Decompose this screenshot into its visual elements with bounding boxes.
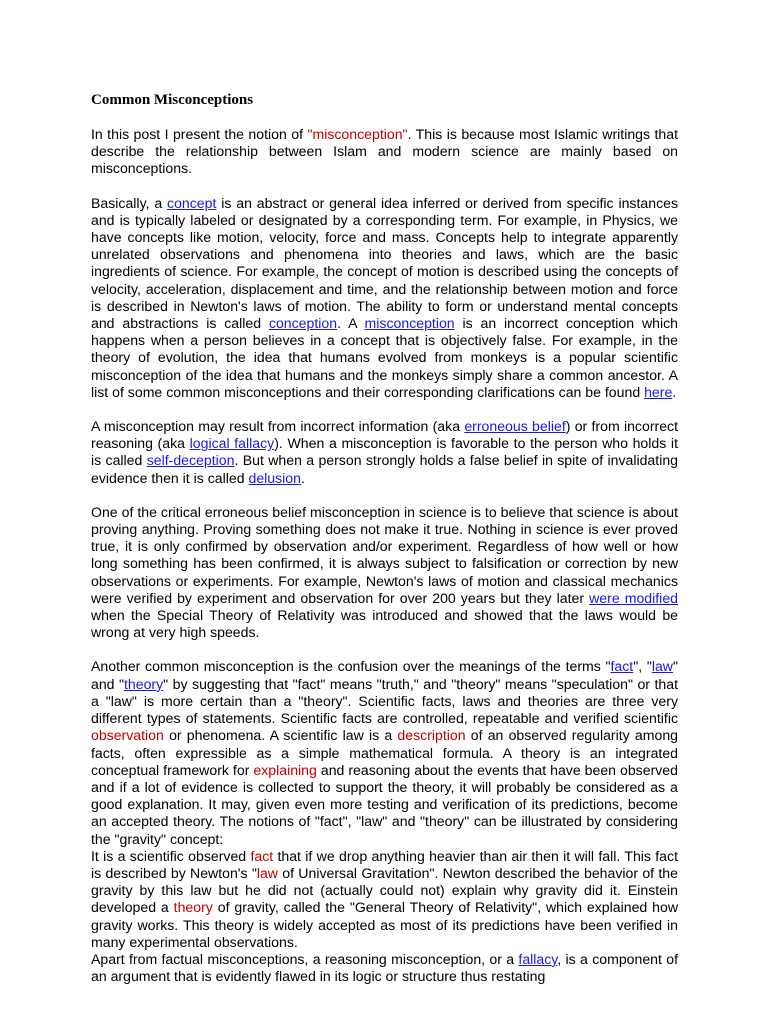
observation-term: observation <box>91 727 164 744</box>
fact-term: fact <box>250 847 274 864</box>
description-term: description <box>397 727 466 744</box>
document-page <box>91 91 678 985</box>
misconception-sources-paragraph: A misconception may result from incorrect information (aka erroneous belief) or from incorrect reasoning (aka logical fallacy). When a misconception is favorable to the person who holds it is called self-deception. But when a person strongly holds a false belief in spite of invalidating evidence then it is called delusion. <box>91 418 679 486</box>
fact-link[interactable]: fact <box>610 658 634 675</box>
theory-link[interactable]: theory <box>124 675 164 692</box>
theory-term: theory <box>173 899 213 916</box>
proving-paragraph: One of the critical erroneous belief misconception in science is to believe that science is about proving anything. Proving something does not make it true. Nothing in science is ever proved true, it is only confirmed by observation and/or experiment. Regardless of how well or how long something has been confirmed, it is always subject to falsification or correction by new observations or experiments. For example, Newton's laws of motion and classical mechanics were verified by experiment and observation for over 200 years but they later were modified when the Special Theory of Relativity was introduced and showed that the laws would be wrong at very high speeds. <box>91 503 678 641</box>
were-modified-link[interactable]: were modified <box>589 589 678 606</box>
page-title: Common Misconceptions <box>91 92 254 108</box>
here-link[interactable]: here <box>644 383 673 400</box>
self-deception-link[interactable]: self-deception <box>146 452 235 469</box>
conception-link[interactable]: conception <box>268 315 338 332</box>
concept-paragraph: Basically, a concept is an abstract or general idea inferred or derived from specific instances and is typically labeled or designated by a corresponding term. For example, in Physics, we have concepts like motion, velocity, force and mass. Concepts help to integrate apparently unrelated observations and phenomena into theories and laws, which are the basic ingredients of science. For example, the concept of motion is described using the concepts of velocity, acceleration, displacement and time, and the relationship between motion and force is described in Newton's laws of motion. The ability to form or understand mental concepts and abstractions is called conception. A misconception is an incorrect conception which happens when a person believes in a concept that is objectively false. For example, in the theory of evolution, the idea that humans evolved from monkeys is a popular scientific misconception of the idea that humans and the monkeys simply share a common ancestor. A list of some common misconceptions and their corresponding clarifications can be found here. <box>91 194 678 400</box>
logical-fallacy-link[interactable]: logical fallacy <box>189 435 275 452</box>
misconception-term: "misconception" <box>307 126 408 142</box>
intro-paragraph: In this post I present the notion of "misconception". This is because most Islamic writings that describe the relationship between Islam and modern science are mainly based on misconceptions. <box>91 126 678 177</box>
law-term: law <box>256 864 278 881</box>
explaining-term: explaining <box>253 761 317 778</box>
gravity-paragraph: It is a scientific observed fact that if we drop anything heavier than air then it will fall. This fact is described by Newton's "law of Universal Gravitation". Newton described the behavior of the gravity by this law but he did not (actually could not) explain why gravity did it. Einstein developed a theory of gravity, called the "General Theory of Relativity", which explained how gravity works. This theory is widely accepted as most of its predictions have been verified in many experimental observations. <box>91 847 679 950</box>
erroneous-belief-link[interactable]: erroneous belief <box>464 418 566 435</box>
fallacy-link[interactable]: fallacy <box>518 950 558 967</box>
delusion-link[interactable]: delusion <box>248 469 301 486</box>
fallacy-paragraph: Apart from factual misconceptions, a reasoning misconception, or a fallacy, is a component of an argument that is evidently flawed in its logic or structure thus restating <box>91 950 678 985</box>
law-link[interactable]: law <box>651 658 673 675</box>
fact-law-theory-paragraph: Another common misconception is the confusion over the meanings of the terms "fact", "law" and "theory" by suggesting that "fact" means "truth," and "theory" means "speculation" or that a "law" is more certain than a "theory". Scientific facts, laws and theories are three very different types of statements. Scientific facts are controlled, repeatable and verified scientific observation or phenomena. A scientific law is a description of an observed regularity among facts, often expressible as a simple mathematical formula. A theory is an integrated conceptual framework for explaining and reasoning about the events that have been observed and if a lot of evidence is collected to support the theory, it will probably be considered as a good explanation. It may, given even more testing and verification of its predictions, become an accepted theory. The notions of "fact", "law" and "theory" can be illustrated by considering the "gravity" concept: <box>91 658 679 847</box>
misconception-link[interactable]: misconception <box>364 315 455 332</box>
concept-link[interactable]: concept <box>167 194 217 211</box>
